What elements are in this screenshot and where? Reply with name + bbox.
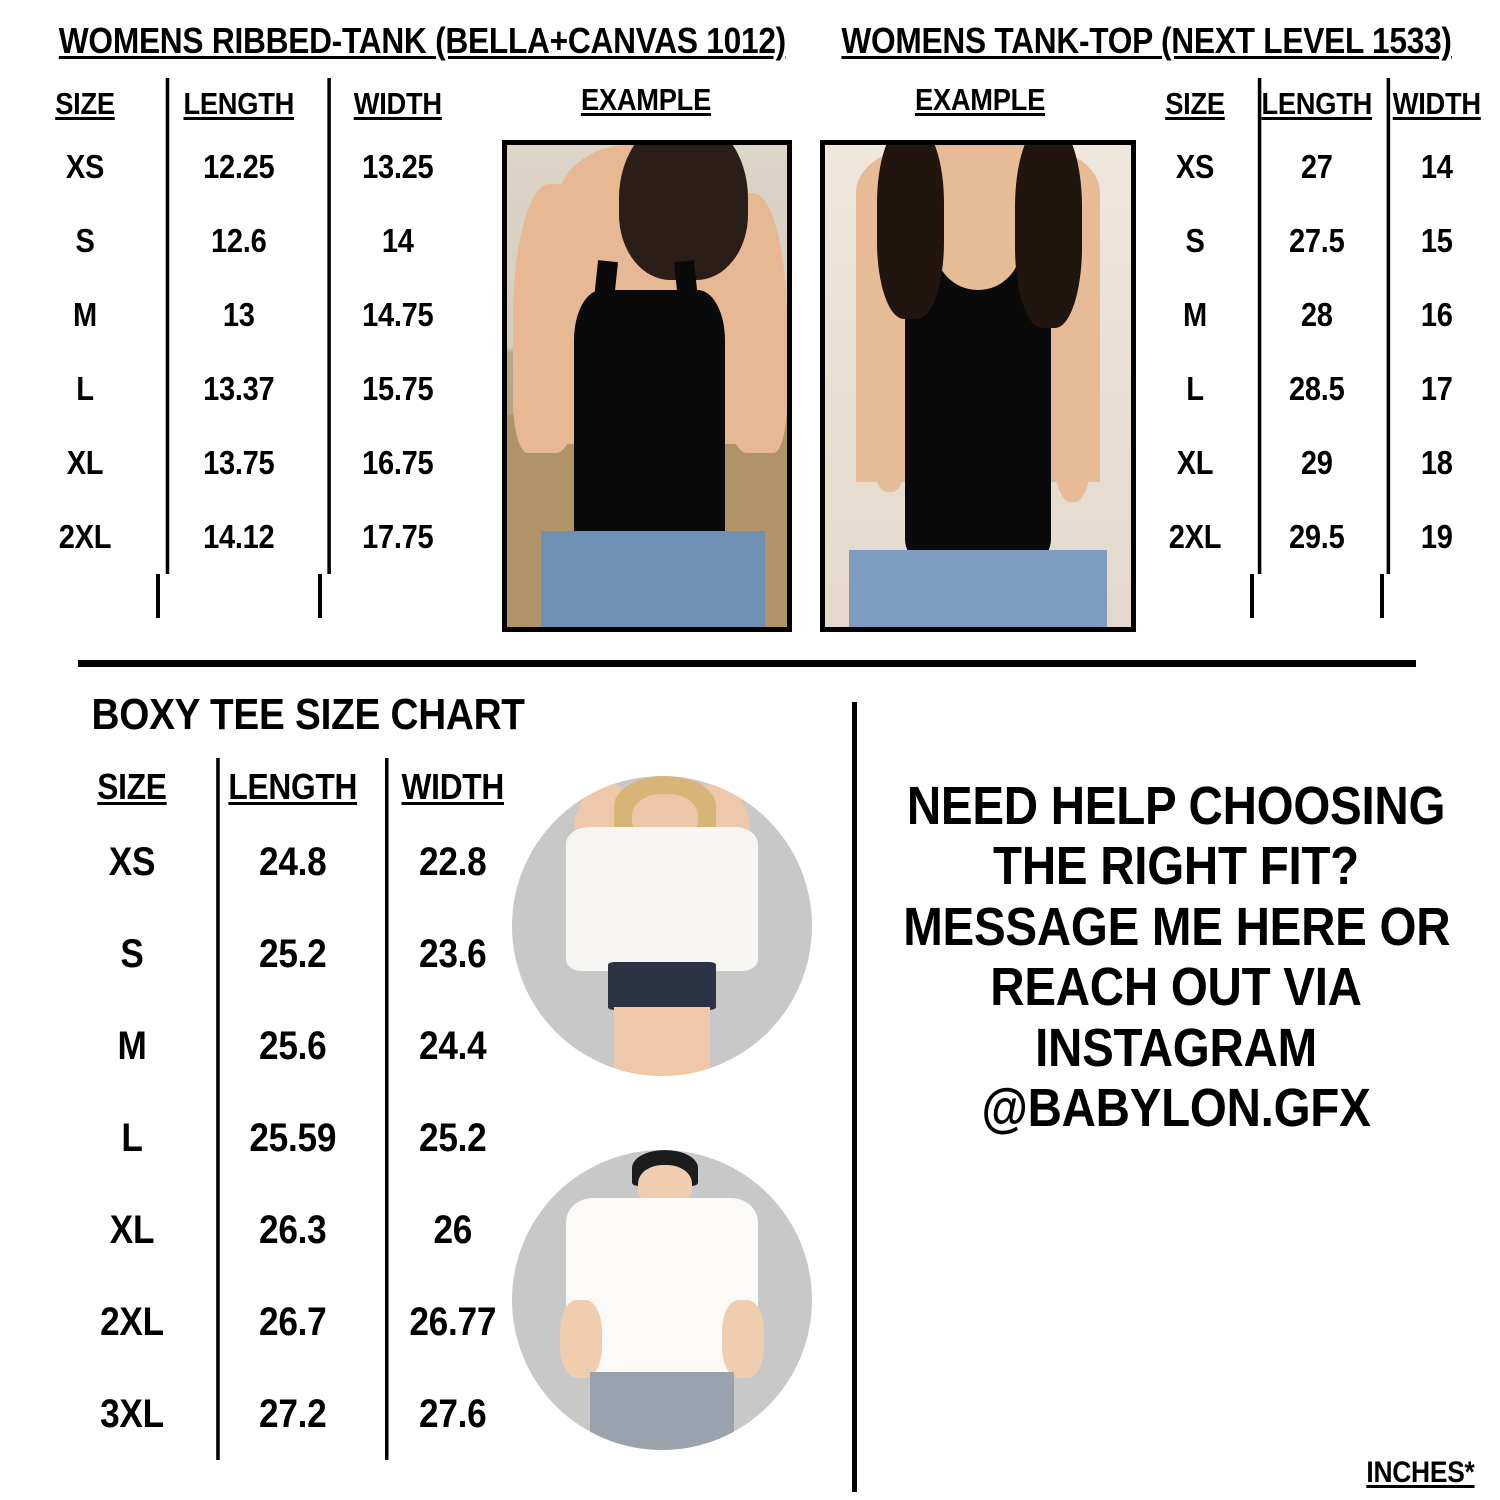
boxy-tee-title: BOXY TEE SIZE CHART	[91, 690, 525, 739]
cell-length: 28.5	[1258, 352, 1372, 426]
cell-length: 27	[1258, 130, 1372, 204]
cell-width: 26.77	[385, 1276, 517, 1368]
cell-length: 27.2	[216, 1368, 366, 1460]
col-header-length: LENGTH	[166, 78, 309, 130]
cell-width: 26	[385, 1184, 517, 1276]
table-bottom-spacer	[14, 574, 474, 618]
table-header-row	[58, 758, 528, 816]
example-label-right: EXAMPLE	[914, 82, 1046, 117]
table-row	[1140, 130, 1490, 204]
table-row	[1140, 500, 1490, 574]
cell-size: M	[73, 296, 97, 333]
cell-size: XL	[66, 444, 104, 481]
cell-length: 25.6	[216, 1000, 366, 1092]
cell-width: 14	[327, 204, 464, 278]
cell-length: 14.12	[166, 500, 309, 574]
cell-length: 26.7	[216, 1276, 366, 1368]
col-header-width: WIDTH	[385, 758, 517, 816]
cell-size: 2XL	[58, 518, 112, 555]
table-row	[58, 1184, 528, 1276]
cell-length: 13.37	[166, 352, 309, 426]
cell-length: 12.25	[166, 130, 309, 204]
cell-size: L	[76, 370, 94, 407]
cell-width: 22.8	[385, 816, 517, 908]
example-label-left: EXAMPLE	[580, 82, 712, 117]
cell-width: 15	[1387, 204, 1484, 278]
section-divider	[78, 660, 1416, 667]
photo-neckline	[935, 203, 1021, 290]
top-section	[0, 0, 1500, 660]
cell-length: 25.59	[216, 1092, 366, 1184]
cell-size: XL	[1176, 444, 1214, 481]
cell-size: 2XL	[1168, 518, 1222, 555]
table-row	[1140, 352, 1490, 426]
table-bottom-spacer	[1140, 574, 1490, 618]
tank-top-title: WOMENS TANK-TOP (NEXT LEVEL 1533)	[841, 20, 1452, 61]
cell-size: XS	[108, 839, 156, 884]
ribbed-tank-title: WOMENS RIBBED-TANK (BELLA+CANVAS 1012)	[58, 20, 786, 61]
boxy-tee-photo-front	[512, 776, 812, 1076]
table-row	[14, 204, 474, 278]
cell-size: L	[1186, 370, 1204, 407]
photo-jeans	[541, 531, 765, 627]
help-line: THE RIGHT FIT?	[993, 836, 1359, 897]
boxy-tee-table	[58, 758, 528, 1460]
cell-size: M	[117, 1023, 147, 1068]
cell-width: 23.6	[385, 908, 517, 1000]
photo-shorts	[608, 962, 716, 1010]
table-header-row	[14, 78, 474, 130]
cell-size: S	[75, 222, 95, 259]
cell-width: 14	[1387, 130, 1484, 204]
table-row	[58, 1368, 528, 1460]
photo-background	[507, 145, 787, 627]
tank-top-example-photo	[820, 140, 1136, 632]
units-note: INCHES*	[1366, 1456, 1475, 1489]
help-message	[903, 776, 1449, 1139]
spacer-cell	[318, 574, 474, 618]
table-row	[58, 1276, 528, 1368]
cell-length: 26.3	[216, 1184, 366, 1276]
cell-length: 28	[1258, 278, 1372, 352]
spacer-cell	[1140, 574, 1250, 618]
cell-size: S	[1185, 222, 1205, 259]
table-row	[58, 1092, 528, 1184]
table-row	[1140, 204, 1490, 278]
photo-arm-right	[722, 1300, 764, 1378]
cell-size: XS	[65, 148, 105, 185]
cell-length: 13	[166, 278, 309, 352]
photo-legs	[614, 1007, 710, 1076]
cell-length: 13.75	[166, 426, 309, 500]
help-line: REACH OUT VIA	[990, 957, 1362, 1018]
cell-length: 12.6	[166, 204, 309, 278]
photo-white-boxy-tee	[566, 827, 758, 971]
cell-length: 25.2	[216, 908, 366, 1000]
col-header-width: WIDTH	[327, 78, 464, 130]
col-header-length: LENGTH	[216, 758, 366, 816]
cell-width: 16.75	[327, 426, 464, 500]
cell-width: 15.75	[327, 352, 464, 426]
cell-width: 17.75	[327, 500, 464, 574]
table-row	[58, 908, 528, 1000]
table-header-row	[1140, 78, 1490, 130]
table-row	[1140, 278, 1490, 352]
photo-background	[825, 145, 1131, 627]
table-row	[14, 426, 474, 500]
boxy-tee-photo-model	[512, 1150, 812, 1450]
help-line: INSTAGRAM	[1035, 1017, 1317, 1078]
tank-top-table	[1140, 78, 1490, 648]
table-row	[58, 1000, 528, 1092]
photo-jeans	[849, 550, 1106, 627]
cell-width: 24.4	[385, 1000, 517, 1092]
cell-width: 25.2	[385, 1092, 517, 1184]
cell-size: XL	[109, 1207, 155, 1252]
spacer-cell	[156, 574, 318, 618]
photo-pants	[590, 1372, 734, 1450]
col-header-size: SIZE	[1165, 86, 1225, 121]
col-header-size: SIZE	[55, 86, 115, 121]
col-header-width: WIDTH	[1387, 78, 1484, 130]
help-line: NEED HELP CHOOSING	[906, 776, 1446, 836]
cell-width: 19	[1387, 500, 1484, 574]
instagram-handle[interactable]: @BABYLON.GFX	[981, 1078, 1371, 1139]
table-row	[58, 816, 528, 908]
table-row	[14, 130, 474, 204]
col-header-size: SIZE	[97, 766, 167, 807]
spacer-cell	[1380, 574, 1490, 618]
table-row	[14, 278, 474, 352]
cell-width: 14.75	[327, 278, 464, 352]
photo-hair-right	[1015, 140, 1082, 328]
photo-hair	[619, 140, 748, 280]
cell-width: 18	[1387, 426, 1484, 500]
spacer-cell	[1250, 574, 1380, 618]
table-row	[14, 500, 474, 574]
table-row	[1140, 426, 1490, 500]
photo-black-ribbed-tank	[574, 290, 725, 570]
cell-length: 27.5	[1258, 204, 1372, 278]
cell-length: 24.8	[216, 816, 366, 908]
help-line: MESSAGE ME HERE OR	[903, 896, 1451, 957]
col-header-length: LENGTH	[1258, 78, 1372, 130]
cell-size: S	[120, 931, 144, 976]
cell-size: 3XL	[100, 1391, 164, 1436]
cell-size: XS	[1175, 148, 1215, 185]
cell-width: 27.6	[385, 1368, 517, 1460]
spacer-cell	[14, 574, 156, 618]
cell-size: L	[121, 1115, 143, 1160]
cell-width: 17	[1387, 352, 1484, 426]
cell-size: M	[1183, 296, 1207, 333]
cell-size: 2XL	[100, 1299, 164, 1344]
cell-length: 29	[1258, 426, 1372, 500]
photo-arm-left	[560, 1300, 602, 1378]
ribbed-tank-example-photo	[502, 140, 792, 632]
vertical-divider	[852, 702, 857, 1492]
table-row	[14, 352, 474, 426]
ribbed-tank-table	[14, 78, 474, 648]
bottom-section	[0, 672, 1500, 1500]
cell-width: 13.25	[327, 130, 464, 204]
photo-hair-left	[877, 140, 944, 319]
cell-length: 29.5	[1258, 500, 1372, 574]
cell-width: 16	[1387, 278, 1484, 352]
